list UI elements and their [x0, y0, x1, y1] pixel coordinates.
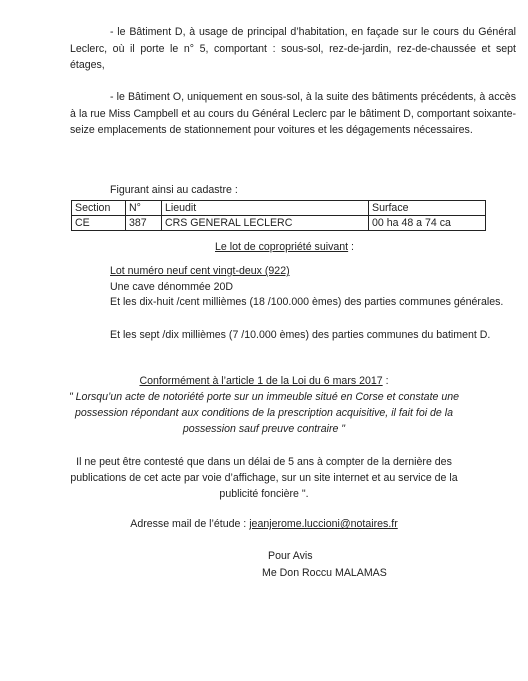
lot-line-parties-batiment: Et les sept /dix millièmes (7 /10.000 èmes) des parties communes du batiment D. [110, 329, 491, 341]
cell-lieudit: CRS GENERAL LECLERC [162, 216, 369, 231]
lot-heading-suffix: : [348, 241, 354, 253]
law-quote-line-1: " Lorsqu’un acte de notoriété porte sur un immeuble situé en Corse et constate une [68, 391, 460, 403]
lot-line-parties-generales: Et les dix-huit /cent millièmes (18 /100.000 èmes) des parties communes générales. [110, 296, 504, 308]
cadastre-table [71, 200, 486, 231]
table-header-row [72, 201, 486, 216]
lot-line-cave: Une cave dénommée 20D [110, 281, 234, 293]
header-number: N° [126, 201, 162, 216]
paragraph-batiment-d: - le Bâtiment D, à usage de principal d’habitation, en façade sur le cours du Général Leclerc, où il porte le n° 5, comportant : sous-sol, rez-de-jardin, rez-de-chaussée et sept étages, [70, 26, 516, 71]
contest-line-1: Il ne peut être contesté que dans un délai de 5 ans à compter de la dernière des [76, 456, 452, 468]
cell-number: 387 [126, 216, 162, 231]
table-row [72, 216, 486, 231]
law-quote-line-3: possession sauf preuve contraire " [182, 423, 346, 435]
lot-heading-text: Le lot de copropriété suivant [215, 241, 349, 253]
law-heading [0, 373, 528, 389]
contest-line-3: publicité foncière ". [219, 488, 309, 500]
signature-name: Me Don Roccu MALAMAS [262, 567, 387, 579]
lot-heading [215, 240, 354, 254]
law-heading-suffix: : [382, 375, 389, 387]
email-label: Adresse mail de l’étude : [130, 518, 250, 530]
cadastre-intro: Figurant ainsi au cadastre : [110, 184, 238, 196]
email-link[interactable]: jeanjerome.luccioni@notaires.fr [249, 518, 398, 530]
cell-section: CE [72, 216, 126, 231]
email-line [0, 516, 528, 532]
header-surface: Surface [369, 201, 486, 216]
law-quote-line-2: possession répondant aux conditions de la prescription acquisitive, il fait foi de la [74, 407, 454, 419]
law-heading-text: Conformément à l’article 1 de la Loi du 6 mars 2017 [139, 375, 383, 387]
signature-pour-avis: Pour Avis [268, 550, 313, 562]
paragraph-batiment-o: - le Bâtiment O, uniquement en sous-sol, à la suite des bâtiments précédents, à accès à la rue Miss Campbell et au cours du Général Leclerc par le bâtiment D, comportant soixante-seize emplacements de stationnement pour voitures et les dégagements nécessaires. [70, 91, 516, 136]
header-section: Section [72, 201, 126, 216]
lot-title: Lot numéro neuf cent vingt-deux (922) [110, 265, 290, 277]
contest-line-2: publications de cet acte par voie d’affichage, sur un site internet et au service de la [70, 472, 458, 484]
header-lieudit: Lieudit [162, 201, 369, 216]
cell-surface: 00 ha 48 a 74 ca [369, 216, 486, 231]
